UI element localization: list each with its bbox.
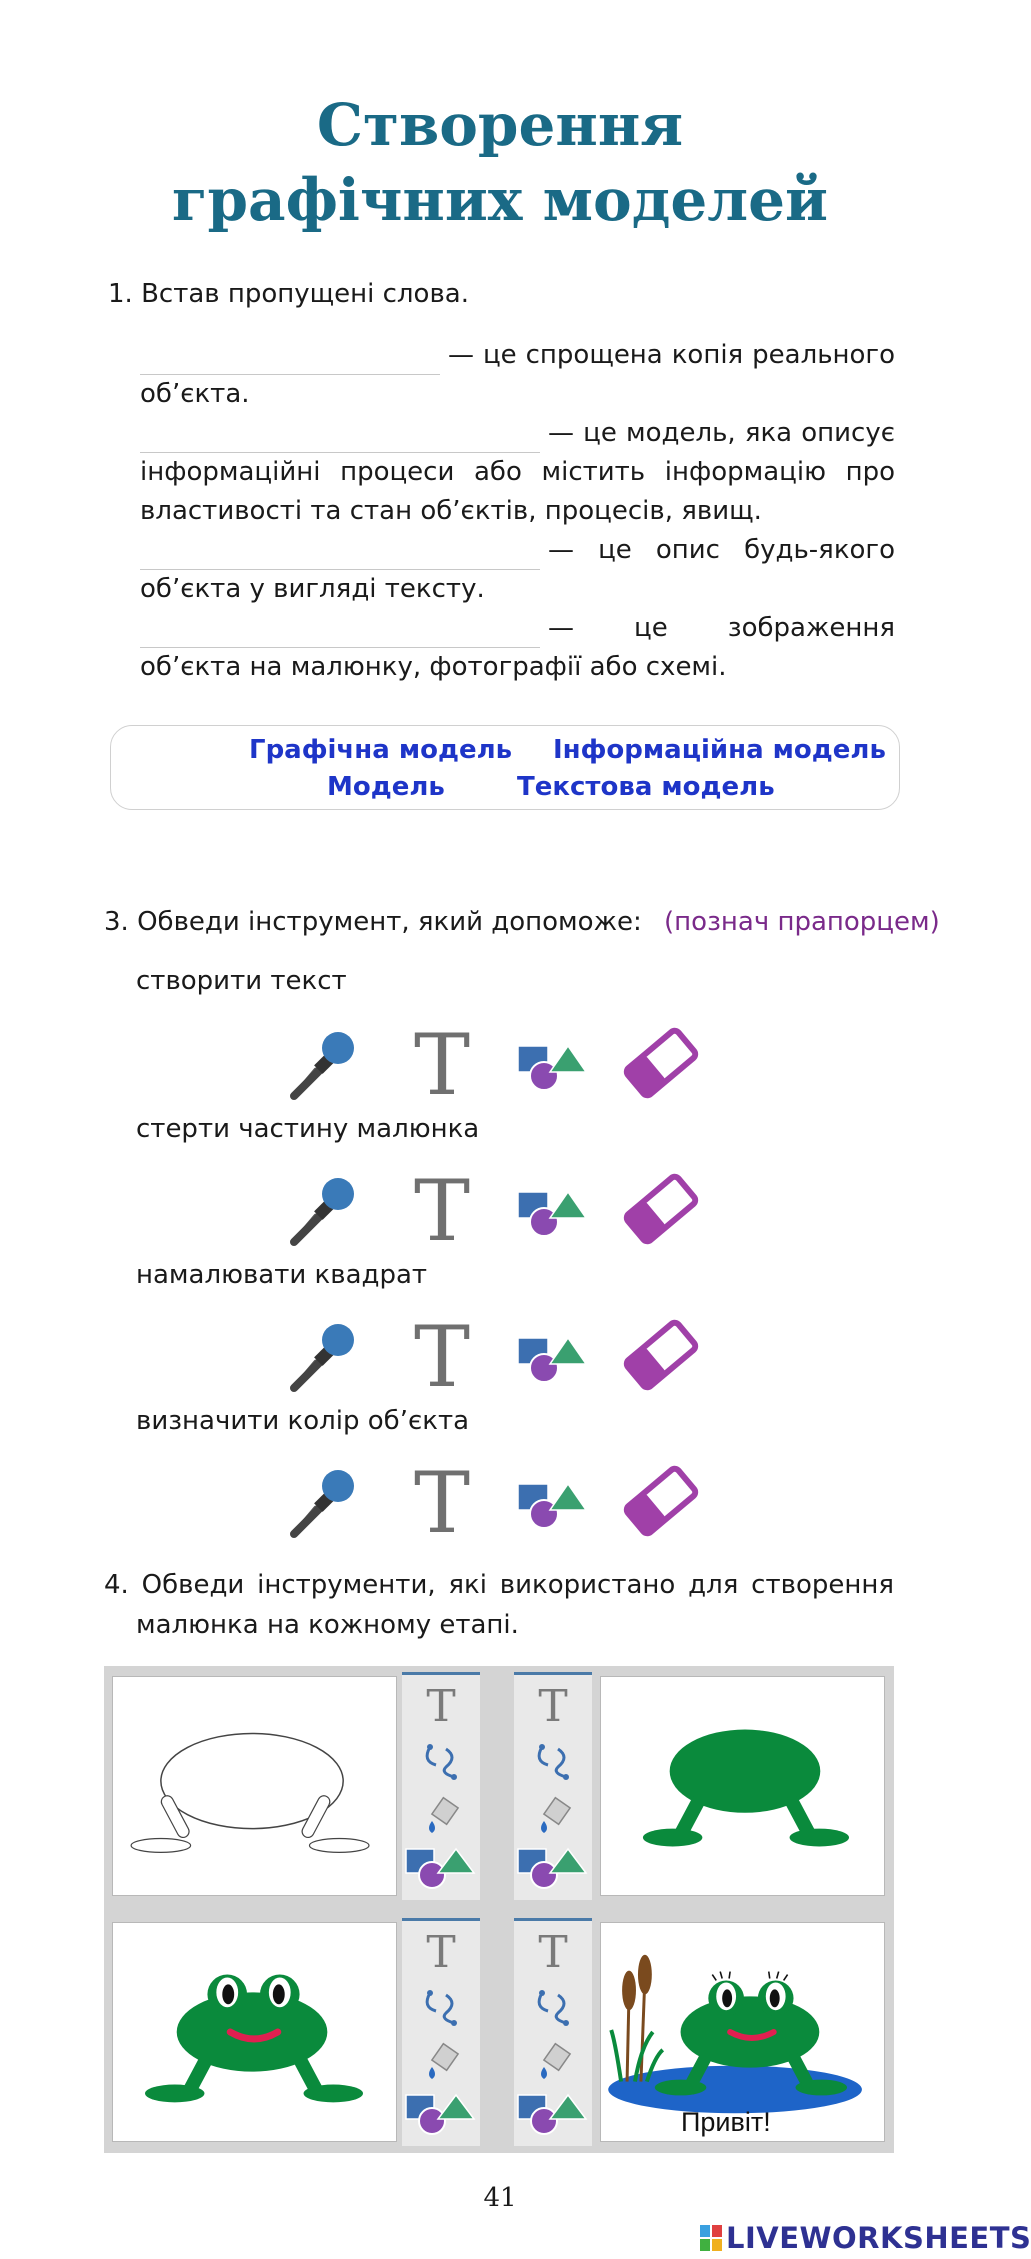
blank-input-2[interactable]	[140, 423, 540, 453]
logo-text: LIVEWORKSHEETS	[726, 2221, 1031, 2255]
sentence-2-text: — це модель, яка описує інформаційні процеси або містить інформацію про властивості та стан об’єктів, процесів, явищ.	[140, 418, 895, 526]
question-1-heading: 1. Встав пропущені слова.	[108, 279, 469, 309]
shapes-icon[interactable]	[512, 1024, 590, 1102]
question-4-heading-line2: малюнка на кожному етапі.	[136, 1610, 519, 1640]
stage-4-tool-palette[interactable]	[514, 1918, 592, 2146]
frog-caption: Привіт!	[681, 2107, 771, 2137]
stage-3-tool-palette[interactable]	[402, 1918, 480, 2146]
task-4-label: визначити колір об’єкта	[136, 1406, 470, 1436]
stage-4-final-picture	[600, 1922, 885, 2142]
text-tool-icon[interactable]	[403, 1162, 481, 1260]
eraser-icon[interactable]	[622, 1316, 700, 1394]
frog-stages-grid	[104, 1666, 894, 2153]
stage-1-tool-palette[interactable]	[402, 1672, 480, 1900]
page-number: 41	[483, 2183, 517, 2213]
blank-input-4[interactable]	[140, 618, 540, 648]
svg-text:T: T	[413, 1162, 471, 1260]
shapes-icon[interactable]	[512, 1462, 590, 1540]
shapes-icon	[406, 2095, 474, 2134]
sentence-3	[140, 531, 895, 609]
text-tool-icon: T	[426, 1927, 456, 1978]
shapes-icon	[406, 1849, 474, 1888]
text-tool-icon[interactable]	[403, 1308, 481, 1406]
sentence-2	[140, 414, 895, 531]
stage-1-outline-picture	[112, 1676, 397, 1896]
text-tool-icon: T	[538, 1681, 568, 1732]
svg-text:T: T	[413, 1454, 471, 1552]
question-3-note: (познач прапорцем)	[664, 907, 940, 937]
shapes-icon[interactable]	[512, 1170, 590, 1248]
fill-icon	[541, 1798, 570, 1833]
shapes-icon	[518, 2095, 586, 2134]
question-3-heading	[104, 904, 940, 940]
svg-text:T: T	[413, 1016, 471, 1114]
blank-input-1[interactable]	[140, 345, 440, 375]
fill-icon	[429, 1798, 458, 1833]
fill-icon	[429, 2044, 458, 2079]
color-picker-icon[interactable]	[286, 1462, 364, 1540]
color-picker-icon[interactable]	[286, 1024, 364, 1102]
text-tool-icon: T	[426, 1681, 456, 1732]
blank-input-3[interactable]	[140, 540, 540, 570]
stage-2-tool-palette[interactable]	[514, 1672, 592, 1900]
page-title-line2: графічних моделей	[171, 166, 829, 234]
sentence-1	[140, 336, 895, 414]
task-1-label: створити текст	[136, 966, 347, 996]
liveworksheets-logo	[700, 2221, 1031, 2255]
word-model[interactable]: Модель	[327, 772, 445, 802]
shapes-icon	[518, 1849, 586, 1888]
eraser-icon[interactable]	[622, 1024, 700, 1102]
sentence-1-text: — це спрощена копія реального об’єкта.	[140, 340, 895, 409]
stage-2-filled-picture	[600, 1676, 885, 1896]
stage-3-face-picture	[112, 1922, 397, 2142]
eraser-icon[interactable]	[622, 1462, 700, 1540]
sentence-3-text: — це опис будь-якого об’єкта у вигляді тексту.	[140, 535, 895, 604]
page-title-line1: Створення	[316, 91, 684, 159]
task-3-label: намалювати квадрат	[136, 1260, 428, 1290]
task-2-label: стерти частину малюнка	[136, 1114, 480, 1144]
logo-icon	[700, 2225, 722, 2251]
color-picker-icon[interactable]	[286, 1170, 364, 1248]
fill-icon	[541, 2044, 570, 2079]
word-graphic-model[interactable]: Графічна модель	[249, 735, 513, 765]
svg-text:T: T	[413, 1308, 471, 1406]
curve-icon	[427, 1744, 457, 1780]
text-tool-icon[interactable]	[403, 1016, 481, 1114]
sentence-4-text: — це зображення об’єкта на малюнку, фотографії або схемі.	[140, 613, 895, 682]
eraser-icon[interactable]	[622, 1170, 700, 1248]
sentence-4	[140, 609, 895, 687]
shapes-icon[interactable]	[512, 1316, 590, 1394]
curve-icon	[539, 1744, 569, 1780]
word-text-model[interactable]: Текстова модель	[517, 772, 775, 802]
color-picker-icon[interactable]	[286, 1316, 364, 1394]
word-information-model[interactable]: Інформаційна модель	[553, 735, 886, 765]
curve-icon	[427, 1990, 457, 2026]
question-3-text: 3. Обведи інструмент, який допоможе:	[104, 907, 642, 937]
curve-icon	[539, 1990, 569, 2026]
text-tool-icon[interactable]	[403, 1454, 481, 1552]
text-tool-icon: T	[538, 1927, 568, 1978]
word-bank	[110, 725, 900, 810]
question-4-heading-line1: 4. Обведи інструменти, які використано для створення	[104, 1570, 894, 1600]
